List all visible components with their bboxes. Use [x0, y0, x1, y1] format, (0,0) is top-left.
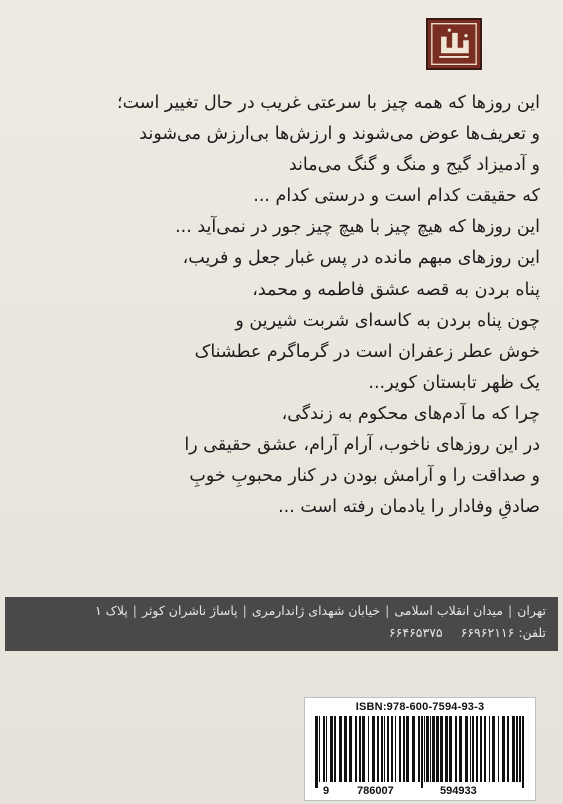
poem-line: چرا که ما آدم‌های محکوم به زندگی، [281, 403, 540, 424]
barcode-bar [440, 716, 443, 782]
poem-line: و تعریف‌ها عوض می‌شوند و ارزش‌ها بی‌ارزش می‌شوند [139, 124, 540, 145]
barcode-bar [406, 716, 409, 782]
barcode-bar [319, 716, 320, 782]
barcode-bar [470, 716, 471, 782]
ean-digits [305, 785, 535, 799]
isbn-label: ISBN:978-600-7594-93-3 [355, 701, 485, 713]
barcode-bar [459, 716, 462, 782]
phone-line [375, 625, 546, 640]
barcode-bar [330, 716, 333, 782]
phone-number-2: ۶۶۴۶۵۳۷۵ [388, 625, 443, 640]
barcode-bar [359, 716, 361, 782]
poem-line: خوش عطر زعفران است در گرماگرم عطشناک [194, 341, 540, 362]
back-cover-poem [30, 88, 540, 523]
barcode-bar [381, 716, 383, 782]
barcode-bar [507, 716, 509, 782]
ean-right-digits: 594933 [440, 785, 477, 797]
address-line: تهران|میدان انقلاب اسلامی|خیابان شهدای ژاندارمری|پاساژ ناشران کوثر|پلاک ۱ [94, 603, 546, 618]
barcode-bar [502, 716, 505, 782]
barcode-bar [421, 716, 423, 788]
barcode-bar [315, 716, 318, 788]
publisher-logo-icon [426, 18, 482, 70]
poem-line: چون پناه بردن به کاسه‌ای شربت شیرین و [235, 310, 540, 331]
barcode-bar [522, 716, 524, 788]
poem-line: این روزها که هیچ چیز با هیچ چیز جور در نمی‌آید ... [175, 217, 540, 238]
barcode-bar [384, 716, 385, 782]
barcode-bar [430, 716, 431, 782]
publisher-logo-glyph [428, 20, 480, 68]
poem-line: این روزها که همه چیز با سرعتی غریب در حال تغییر است؛ [117, 93, 540, 113]
barcode-bar [432, 716, 435, 782]
barcode-bar [476, 716, 478, 782]
barcode-bar [339, 716, 342, 782]
address-passage: پاساژ ناشران کوثر [142, 603, 238, 618]
poem-line: پناه بردن به قصه عشق فاطمه و محمد، [252, 279, 540, 300]
ean-left-digits: 786007 [357, 785, 394, 797]
barcode-bar [395, 716, 396, 782]
barcode-bar [387, 716, 389, 782]
barcode-bar [449, 716, 452, 782]
barcode-bar [349, 716, 352, 782]
barcode-bar [323, 716, 325, 782]
address-city: تهران [517, 603, 546, 618]
barcode-bar [412, 716, 415, 782]
barcode-bar [498, 716, 499, 782]
isbn-barcode [304, 697, 536, 801]
barcode-bar [403, 716, 405, 782]
barcode-bar [399, 716, 401, 782]
barcode-bar [418, 716, 420, 782]
ean-first-digit: 9 [323, 785, 330, 797]
barcode-bar [455, 716, 457, 782]
barcode-bar [484, 716, 486, 782]
poem-line: در این روزهای ناخوب، آرام آرام، عشق حقیقی را [184, 435, 540, 456]
barcode-bar [334, 716, 336, 782]
address-square: میدان انقلاب اسلامی [394, 603, 503, 618]
barcode-bar [512, 716, 515, 782]
poem-line: که حقیقت کدام است و درستی کدام ... [253, 186, 540, 207]
address-unit: پلاک ۱ [94, 603, 128, 618]
barcode-bar [426, 716, 429, 782]
barcode-bar [368, 716, 369, 782]
barcode-bar [472, 716, 474, 782]
barcode-bar [391, 716, 393, 782]
barcode-bar [436, 716, 439, 782]
barcode-bar [377, 716, 379, 782]
poem-line: یک ظهر تابستان کویر... [368, 372, 540, 393]
poem-line: و صداقت را و آرامش بودن در کنار محبوبِ خوبِ [189, 466, 540, 487]
barcode-bar [424, 716, 425, 782]
publisher-address-bar [5, 597, 558, 651]
barcode-bar [326, 716, 327, 782]
barcode-bar [362, 716, 365, 782]
barcode-bar [344, 716, 347, 782]
barcode-bar [516, 716, 518, 782]
barcode-bar [372, 716, 375, 782]
barcode-bar [492, 716, 495, 782]
phone-number-1: ۶۶۹۶۲۱۱۶ [460, 625, 515, 640]
address-street: خیابان شهدای ژاندارمری [251, 603, 381, 618]
barcode-bar [355, 716, 357, 782]
barcode-bar [519, 716, 521, 782]
barcode-bar [445, 716, 448, 782]
barcode-bar [465, 716, 468, 782]
barcode-bar [489, 716, 490, 782]
phone-label: تلفن: [518, 625, 546, 640]
poem-line: و آدمیزاد گیج و منگ و گنگ می‌ماند [288, 155, 540, 176]
barcode-bar [480, 716, 482, 782]
poem-line: این روزهای مبهم مانده در پس غبار جعل و فریب، [182, 248, 540, 269]
barcode-bars [311, 716, 529, 788]
poem-line: صادقِ وفادار را یادمان رفته است ... [278, 497, 540, 518]
